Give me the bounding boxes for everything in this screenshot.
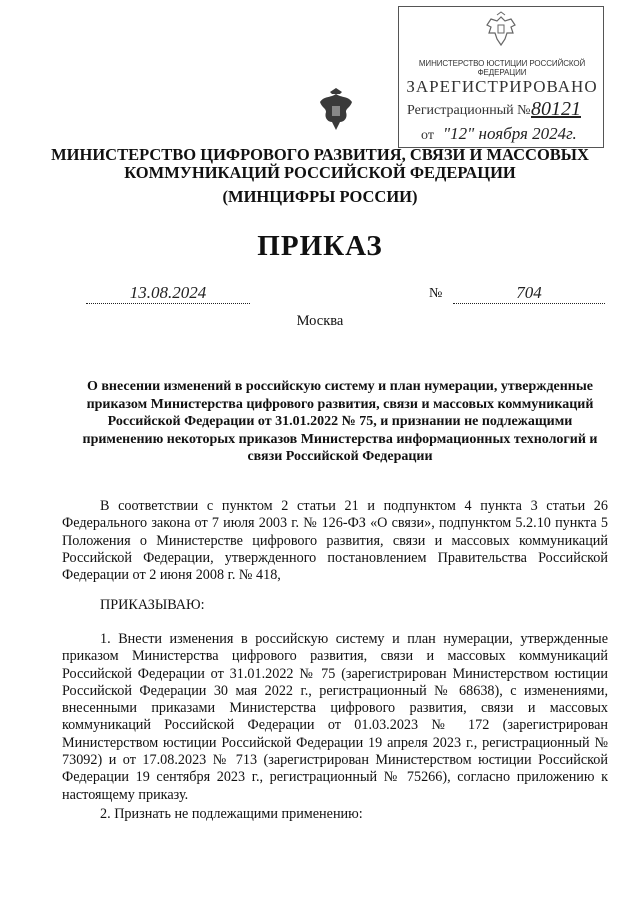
coat-of-arms-icon [316, 88, 356, 136]
ministry-title: МИНИСТЕРСТВО ЦИФРОВОГО РАЗВИТИЯ, СВЯЗИ И МАССОВЫХ КОММУНИКАЦИЙ РОССИЙСКОЙ ФЕДЕРАЦИИ [51, 145, 589, 182]
ministry-abbreviation: (МИНЦИФРЫ РОССИИ) [222, 187, 418, 206]
stamp-date-label: от [421, 128, 434, 143]
stamp-date-value: "12" ноября 2024г. [443, 124, 577, 143]
stamp-registered: ЗАРЕГИСТРИРОВАНО [406, 77, 598, 96]
item-2: 2. Признать не подлежащими применению: [100, 806, 363, 822]
double-headed-eagle-icon [481, 11, 521, 51]
stamp-regno-value: 80121 [531, 98, 581, 120]
registration-stamp [398, 6, 604, 148]
city: Москва [296, 313, 344, 329]
stamp-ministry: МИНИСТЕРСТВО ЮСТИЦИИ РОССИЙСКОЙ ФЕДЕРАЦИИ [418, 59, 586, 77]
document-subject: О внесении изменений в российскую систему и план нумерации, утвержденные приказом Министерства цифрового развития, связи и массовых коммуникаций Российской Федерации от 31.01.2022 № 75, и признании не подлежащими применению некоторых приказов Министерства информационных технологий и связи Российской Федерации [82, 379, 598, 464]
stamp-regno-label: Регистрационный № [407, 103, 531, 118]
preamble-paragraph: В соответствии с пунктом 2 статьи 21 и подпунктом 4 пункта 3 статьи 26 Федерального закона от 7 июля 2003 г. № 126-ФЗ «О связи», подпунктом 5.2.10 пункта 5 Положения о Министерстве цифрового развития, связи и массовых коммуникаций Российской Федерации, утвержденного постановлением Правительства Российской Федерации от 2 июня 2008 г. № 418, [62, 498, 608, 584]
document-number: 704 [453, 283, 605, 304]
document-type: ПРИКАЗ [257, 230, 383, 262]
item-1: 1. Внести изменения в российскую систему и план нумерации, утвержденные приказом Министерства цифрового развития, связи и массовых коммуникаций Российской Федерации от 31.01.2022 № 75 (зарегистрирован Министерством юстиции Российской Федерации 30 мая 2022 г., регистрационный № 68638), с изменениями, внесенными приказами Министерства цифрового развития, связи и массовых коммуникаций Российской Федерации от 01.03.2023 № 172 (зарегистрирован Министерством юстиции Российской Федерации 19 апреля 2023 г., регистрационный № 73092) и от 17.08.2023 № 713 (зарегистрирован Министерством юстиции Российской Федерации 19 сентября 2023 г., регистрационный № 75266), согласно приложению к настоящему приказу. [62, 631, 608, 803]
number-label: № [429, 286, 443, 301]
order-word: ПРИКАЗЫВАЮ: [100, 597, 205, 613]
signing-date: 13.08.2024 [86, 283, 250, 304]
